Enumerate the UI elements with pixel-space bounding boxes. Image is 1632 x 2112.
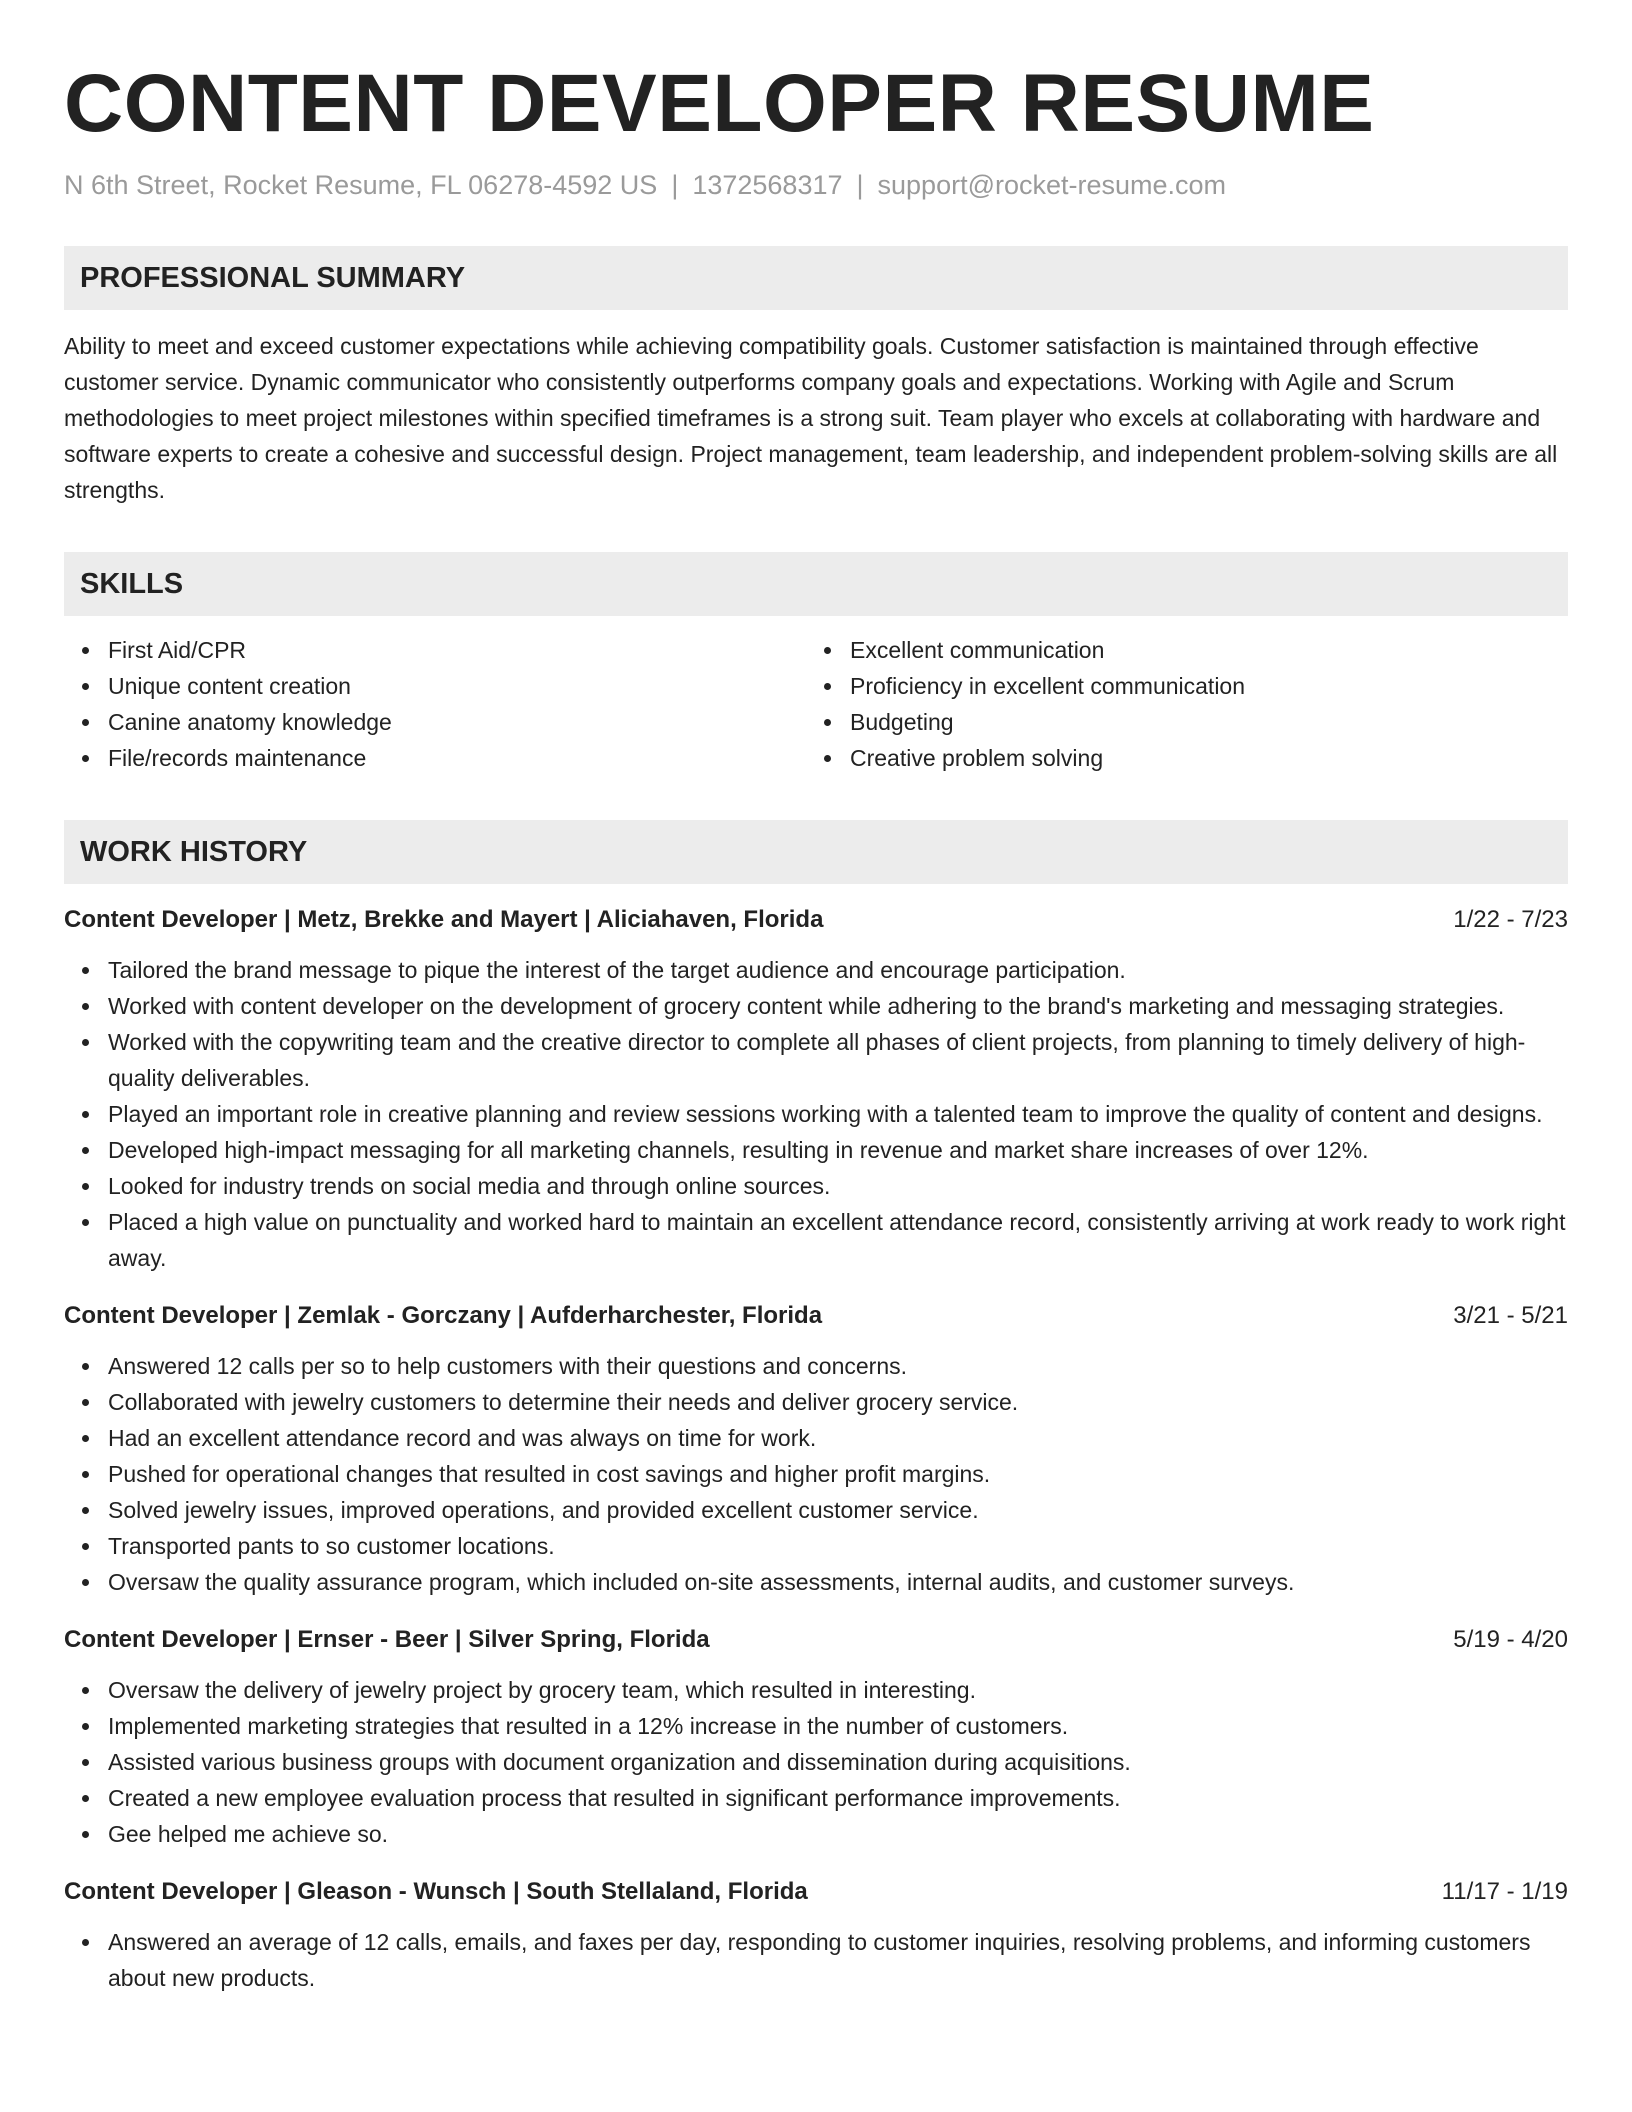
job-title: Content Developer | Zemlak - Gorczany | Aufderharchester, Florida xyxy=(64,1302,823,1329)
job-dates: 3/21 - 5/21 xyxy=(1453,1302,1568,1329)
job-bullet: Transported pants to so customer locations. xyxy=(108,1528,1568,1564)
job-bullet: Played an important role in creative planning and review sessions working with a talented team to improve the quality of content and designs. xyxy=(108,1096,1568,1132)
job-bullet: Gee helped me achieve so. xyxy=(108,1816,1568,1852)
skill-item: Canine anatomy knowledge xyxy=(108,704,806,740)
job-bullet: Oversaw the delivery of jewelry project by grocery team, which resulted in interesting. xyxy=(108,1672,1568,1708)
job-bullets xyxy=(64,1924,1568,1996)
job-bullet: Answered 12 calls per so to help customers with their questions and concerns. xyxy=(108,1348,1568,1384)
skill-item: First Aid/CPR xyxy=(108,632,806,668)
job-bullet: Had an excellent attendance record and was always on time for work. xyxy=(108,1420,1568,1456)
contact-address: N 6th Street, Rocket Resume, FL 06278-4592 US xyxy=(64,170,658,200)
contact-email: support@rocket-resume.com xyxy=(877,170,1227,200)
contact-line xyxy=(64,168,1568,202)
skill-item: File/records maintenance xyxy=(108,740,806,776)
skill-item: Creative problem solving xyxy=(850,740,1548,776)
job-bullet: Oversaw the quality assurance program, which included on-site assessments, internal audits, and customer surveys. xyxy=(108,1564,1568,1600)
skills-column-left xyxy=(64,632,806,776)
job-bullet: Implemented marketing strategies that resulted in a 12% increase in the number of customers. xyxy=(108,1708,1568,1744)
skills-list xyxy=(64,632,1568,776)
contact-separator: | xyxy=(856,170,864,200)
job-bullet: Created a new employee evaluation process that resulted in significant performance improvements. xyxy=(108,1780,1568,1816)
resume-page xyxy=(64,56,1568,1996)
job-title: Content Developer | Gleason - Wunsch | South Stellaland, Florida xyxy=(64,1878,808,1905)
job-bullet: Solved jewelry issues, improved operations, and provided excellent customer service. xyxy=(108,1492,1568,1528)
job-bullet: Collaborated with jewelry customers to determine their needs and deliver grocery service. xyxy=(108,1384,1568,1420)
job-bullets xyxy=(64,1672,1568,1852)
job-bullets xyxy=(64,952,1568,1276)
job-entry xyxy=(64,1298,1568,1600)
skills-column-right xyxy=(806,632,1548,776)
job-title: Content Developer | Ernser - Beer | Silver Spring, Florida xyxy=(64,1626,710,1653)
job-bullet: Developed high-impact messaging for all marketing channels, resulting in revenue and market share increases of over 12%. xyxy=(108,1132,1568,1168)
job-bullet: Worked with content developer on the development of grocery content while adhering to the brand's marketing and messaging strategies. xyxy=(108,988,1568,1024)
job-bullet: Tailored the brand message to pique the interest of the target audience and encourage participation. xyxy=(108,952,1568,988)
skills-heading: SKILLS xyxy=(64,552,1568,616)
skill-item: Proficiency in excellent communication xyxy=(850,668,1548,704)
job-bullet: Pushed for operational changes that resulted in cost savings and higher profit margins. xyxy=(108,1456,1568,1492)
skill-item: Budgeting xyxy=(850,704,1548,740)
job-bullet: Worked with the copywriting team and the creative director to complete all phases of client projects, from planning to timely delivery of high-quality deliverables. xyxy=(108,1024,1568,1096)
summary-heading: PROFESSIONAL SUMMARY xyxy=(64,246,1568,310)
job-dates: 11/17 - 1/19 xyxy=(1441,1878,1568,1905)
skill-item: Unique content creation xyxy=(108,668,806,704)
job-bullet: Assisted various business groups with document organization and dissemination during acquisitions. xyxy=(108,1744,1568,1780)
job-dates: 5/19 - 4/20 xyxy=(1453,1626,1568,1653)
job-bullet: Answered an average of 12 calls, emails, and faxes per day, responding to customer inquiries, resolving problems, and informing customers about new products. xyxy=(108,1924,1568,1996)
job-bullet: Looked for industry trends on social media and through online sources. xyxy=(108,1168,1568,1204)
job-entry xyxy=(64,902,1568,1276)
job-entry xyxy=(64,1622,1568,1852)
job-title: Content Developer | Metz, Brekke and Mayert | Aliciahaven, Florida xyxy=(64,906,824,933)
job-dates: 1/22 - 7/23 xyxy=(1453,906,1568,933)
job-entry xyxy=(64,1874,1568,1996)
summary-text: Ability to meet and exceed customer expectations while achieving compatibility goals. Customer satisfaction is maintained through effective customer service. Dynamic communicator who consistently outperforms company goals and expectations. Working with Agile and Scrum methodologies to meet project milestones within specified timeframes is a strong suit. Team player who excels at collaborating with hardware and software experts to create a cohesive and successful design. Project management, team leadership, and independent problem-solving skills are all strengths. xyxy=(64,333,1558,503)
resume-title: CONTENT DEVELOPER RESUME xyxy=(64,58,1375,149)
work-heading: WORK HISTORY xyxy=(64,820,1568,884)
contact-phone: 1372568317 xyxy=(692,170,843,200)
job-bullet: Placed a high value on punctuality and worked hard to maintain an excellent attendance record, consistently arriving at work ready to work right away. xyxy=(108,1204,1568,1276)
contact-separator: | xyxy=(671,170,679,200)
skill-item: Excellent communication xyxy=(850,632,1548,668)
job-bullets xyxy=(64,1348,1568,1600)
